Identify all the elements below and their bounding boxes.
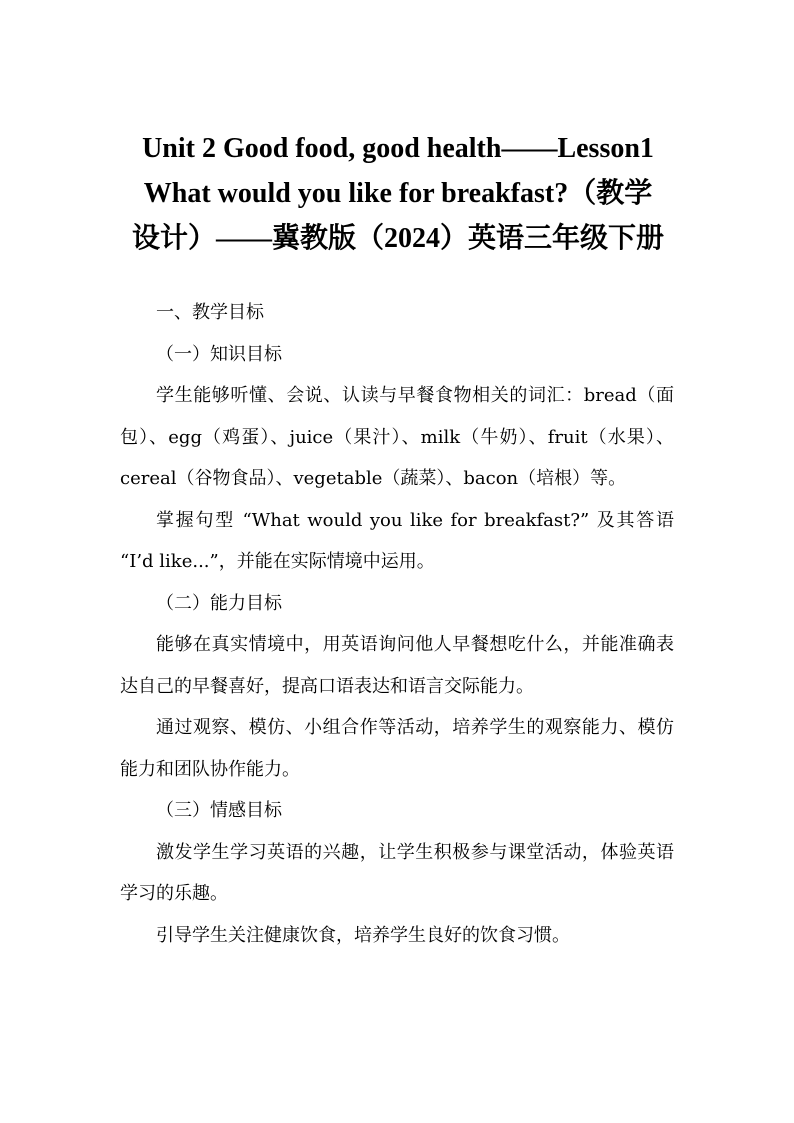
subheading-ability-goals: （二）能力目标 — [156, 592, 282, 614]
document-title — [118, 126, 678, 261]
paragraph-interest: 激发学生学习英语的兴趣，让学生积极参与课堂活动，体验英语学习的乐趣。 — [120, 841, 674, 904]
document-body — [120, 292, 674, 956]
section-heading-teaching-goals: 一、教学目标 — [156, 302, 264, 323]
paragraph-oral-expression: 能够在真实情境中，用英语询问他人早餐想吃什么，并能准确表达自己的早餐喜好，提高口语表达和语言交际能力。 — [120, 634, 674, 697]
paragraph-sentence-pattern: 掌握句型 “What would you like for breakfast?” 及其答语 “I’d like...”，并能在实际情境中运用。 — [120, 509, 674, 572]
subheading-knowledge-goals: （一）知识目标 — [156, 343, 282, 365]
paragraph-healthy-eating: 引导学生关注健康饮食，培养学生良好的饮食习惯。 — [156, 924, 570, 946]
title-line-2: What would you like for breakfast?（教学 — [143, 178, 653, 209]
title-line-3: 设计）——冀教版（2024）英语三年级下册 — [131, 223, 664, 254]
paragraph-vocabulary: 学生能够听懂、会说、认读与早餐食物相关的词汇：bread（面包）、egg（鸡蛋）、juice（果汁）、milk（牛奶）、fruit（水果）、cereal（谷物食品）、vegetable（蔬菜）、bacon（培根）等。 — [120, 385, 674, 489]
title-line-1: Unit 2 Good food, good health——Lesson1 — [142, 133, 654, 164]
paragraph-activities: 通过观察、模仿、小组合作等活动，培养学生的观察能力、模仿能力和团队协作能力。 — [120, 717, 674, 780]
subheading-emotional-goals: （三）情感目标 — [156, 800, 282, 821]
